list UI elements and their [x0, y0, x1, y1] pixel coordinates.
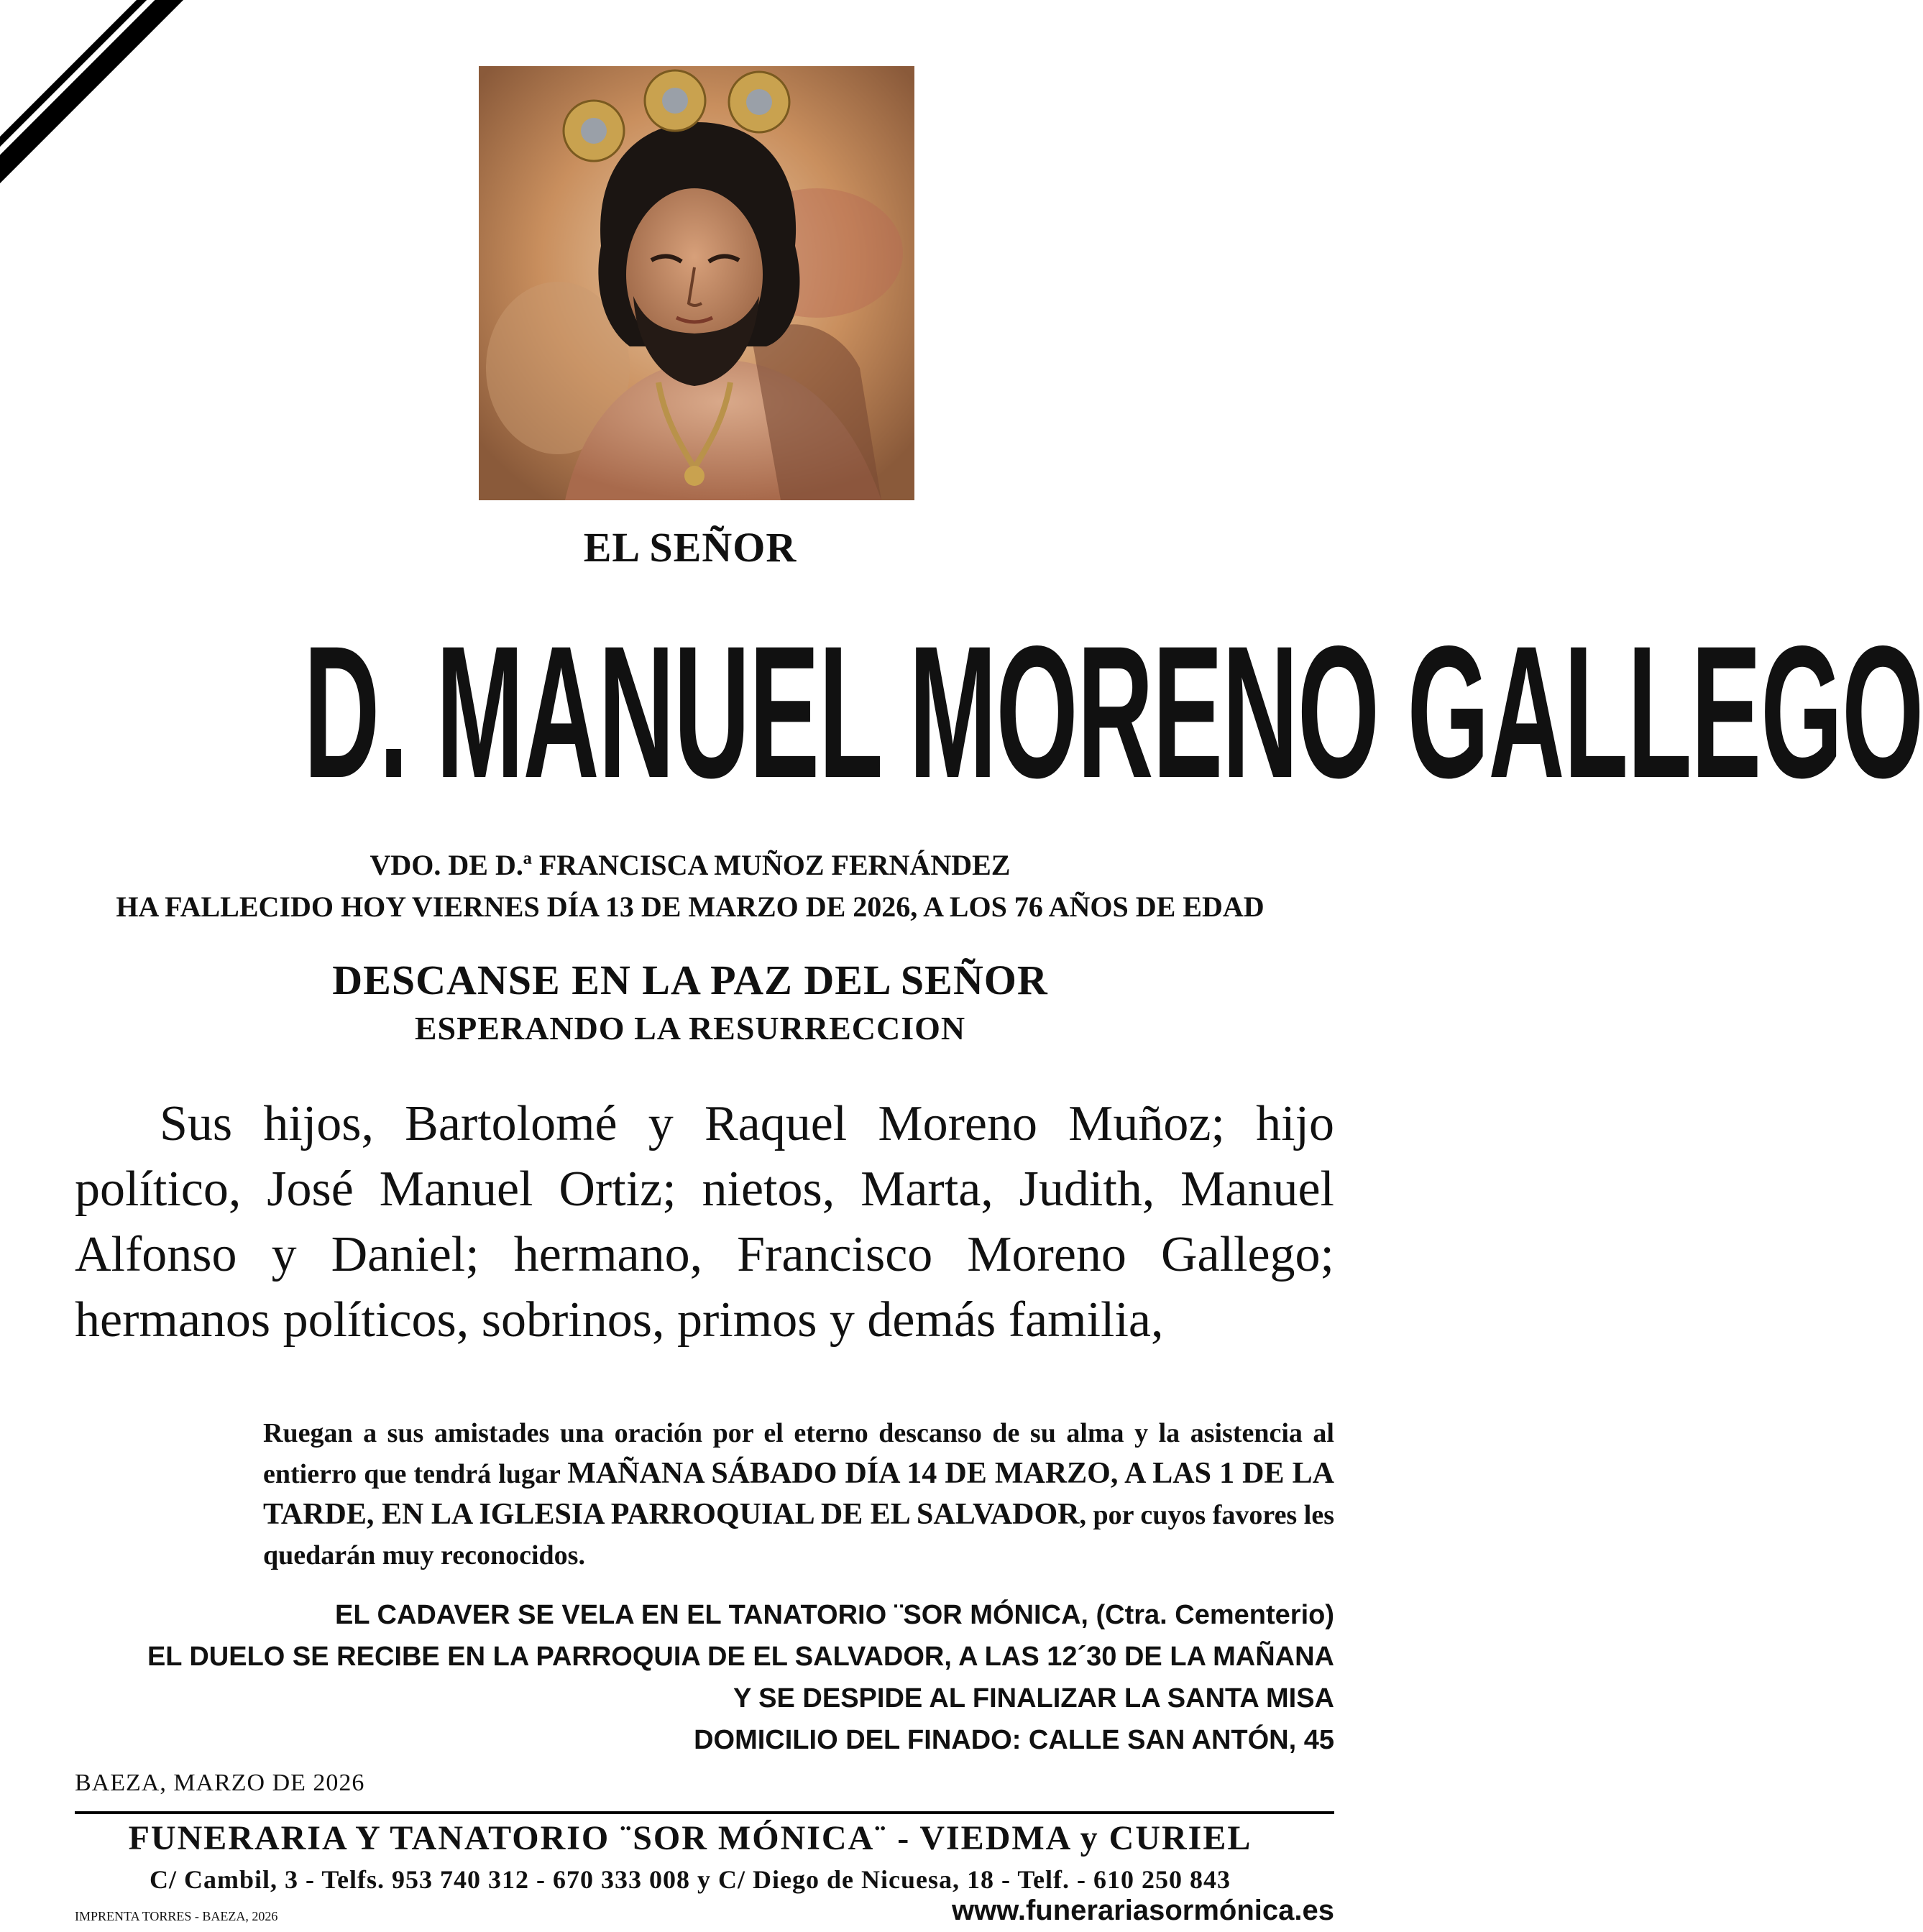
widow-of-line: VDO. DE D.ª FRANCISCA MUÑOZ FERNÁNDEZ	[370, 849, 1011, 881]
printer-credit: IMPRENTA TORRES - BAEZA, 2026	[75, 1909, 278, 1923]
resurrection-line: ESPERANDO LA RESURRECCION	[414, 1010, 966, 1046]
place-date: BAEZA, MARZO DE 2026	[75, 1770, 365, 1796]
deceased-name: D. MANUEL MORENO GALLEGO	[303, 607, 1923, 817]
website-link[interactable]: www.funerariasormónica.es	[951, 1895, 1334, 1926]
portrait-image	[479, 66, 914, 500]
family-paragraph: Sus hijos, Bartolomé y Raquel Moreno Muñoz; hijo político, José Manuel Ortiz; nietos, Marta, Judith, Manuel Alfonso y Daniel; hermano, Francisco Moreno Gallego; hermanos políticos, sobrinos, primos y demás familia,	[75, 1096, 1334, 1348]
footer-divider	[75, 1811, 1334, 1814]
request-emphasis: MAÑANA SÁBADO DÍA 14 DE MARZO, A LAS 1 DE LA TARDE, EN LA IGLESIA PARROQUIAL DE EL SALVADOR	[263, 1457, 1334, 1531]
request-outro: , por cuyos favores les quedarán muy reconocidos.	[263, 1500, 1334, 1570]
request-intro: Ruegan a sus amistades una oración por el eterno descanso de su alma y la asistencia al entierro que tendrá lugar	[263, 1418, 1334, 1489]
funeral-home-contact: C/ Cambil, 3 - Telfs. 953 740 312 - 670 333 008 y C/ Diego de Nicuesa, 18 - Telf. - 610 250 843	[150, 1865, 1231, 1894]
death-notice-line: HA FALLECIDO HOY VIERNES DÍA 13 DE MARZO DE 2026, A LOS 76 AÑOS DE EDAD	[116, 891, 1265, 923]
rest-in-peace-line: DESCANSE EN LA PAZ DEL SEÑOR	[332, 957, 1048, 1003]
title-prefix: EL SEÑOR	[583, 524, 797, 571]
funeral-request-paragraph	[263, 1413, 1334, 1576]
deceased-address-line: DOMICILIO DEL FINADO: CALLE SAN ANTÓN, 45	[694, 1725, 1334, 1755]
mourning-ribbon	[0, 0, 508, 261]
mourning-reception-line: EL DUELO SE RECIBE EN LA PARROQUIA DE EL SALVADOR, A LAS 12´30 DE LA MAÑANA	[147, 1642, 1334, 1672]
vigil-location-line: EL CADAVER SE VELA EN EL TANATORIO ¨SOR MÓNICA, (Ctra. Cementerio)	[335, 1600, 1334, 1630]
farewell-line: Y SE DESPIDE AL FINALIZAR LA SANTA MISA	[733, 1683, 1334, 1714]
funeral-home-name: FUNERARIA Y TANATORIO ¨SOR MÓNICA¨ - VIEDMA y CURIEL	[128, 1819, 1252, 1857]
